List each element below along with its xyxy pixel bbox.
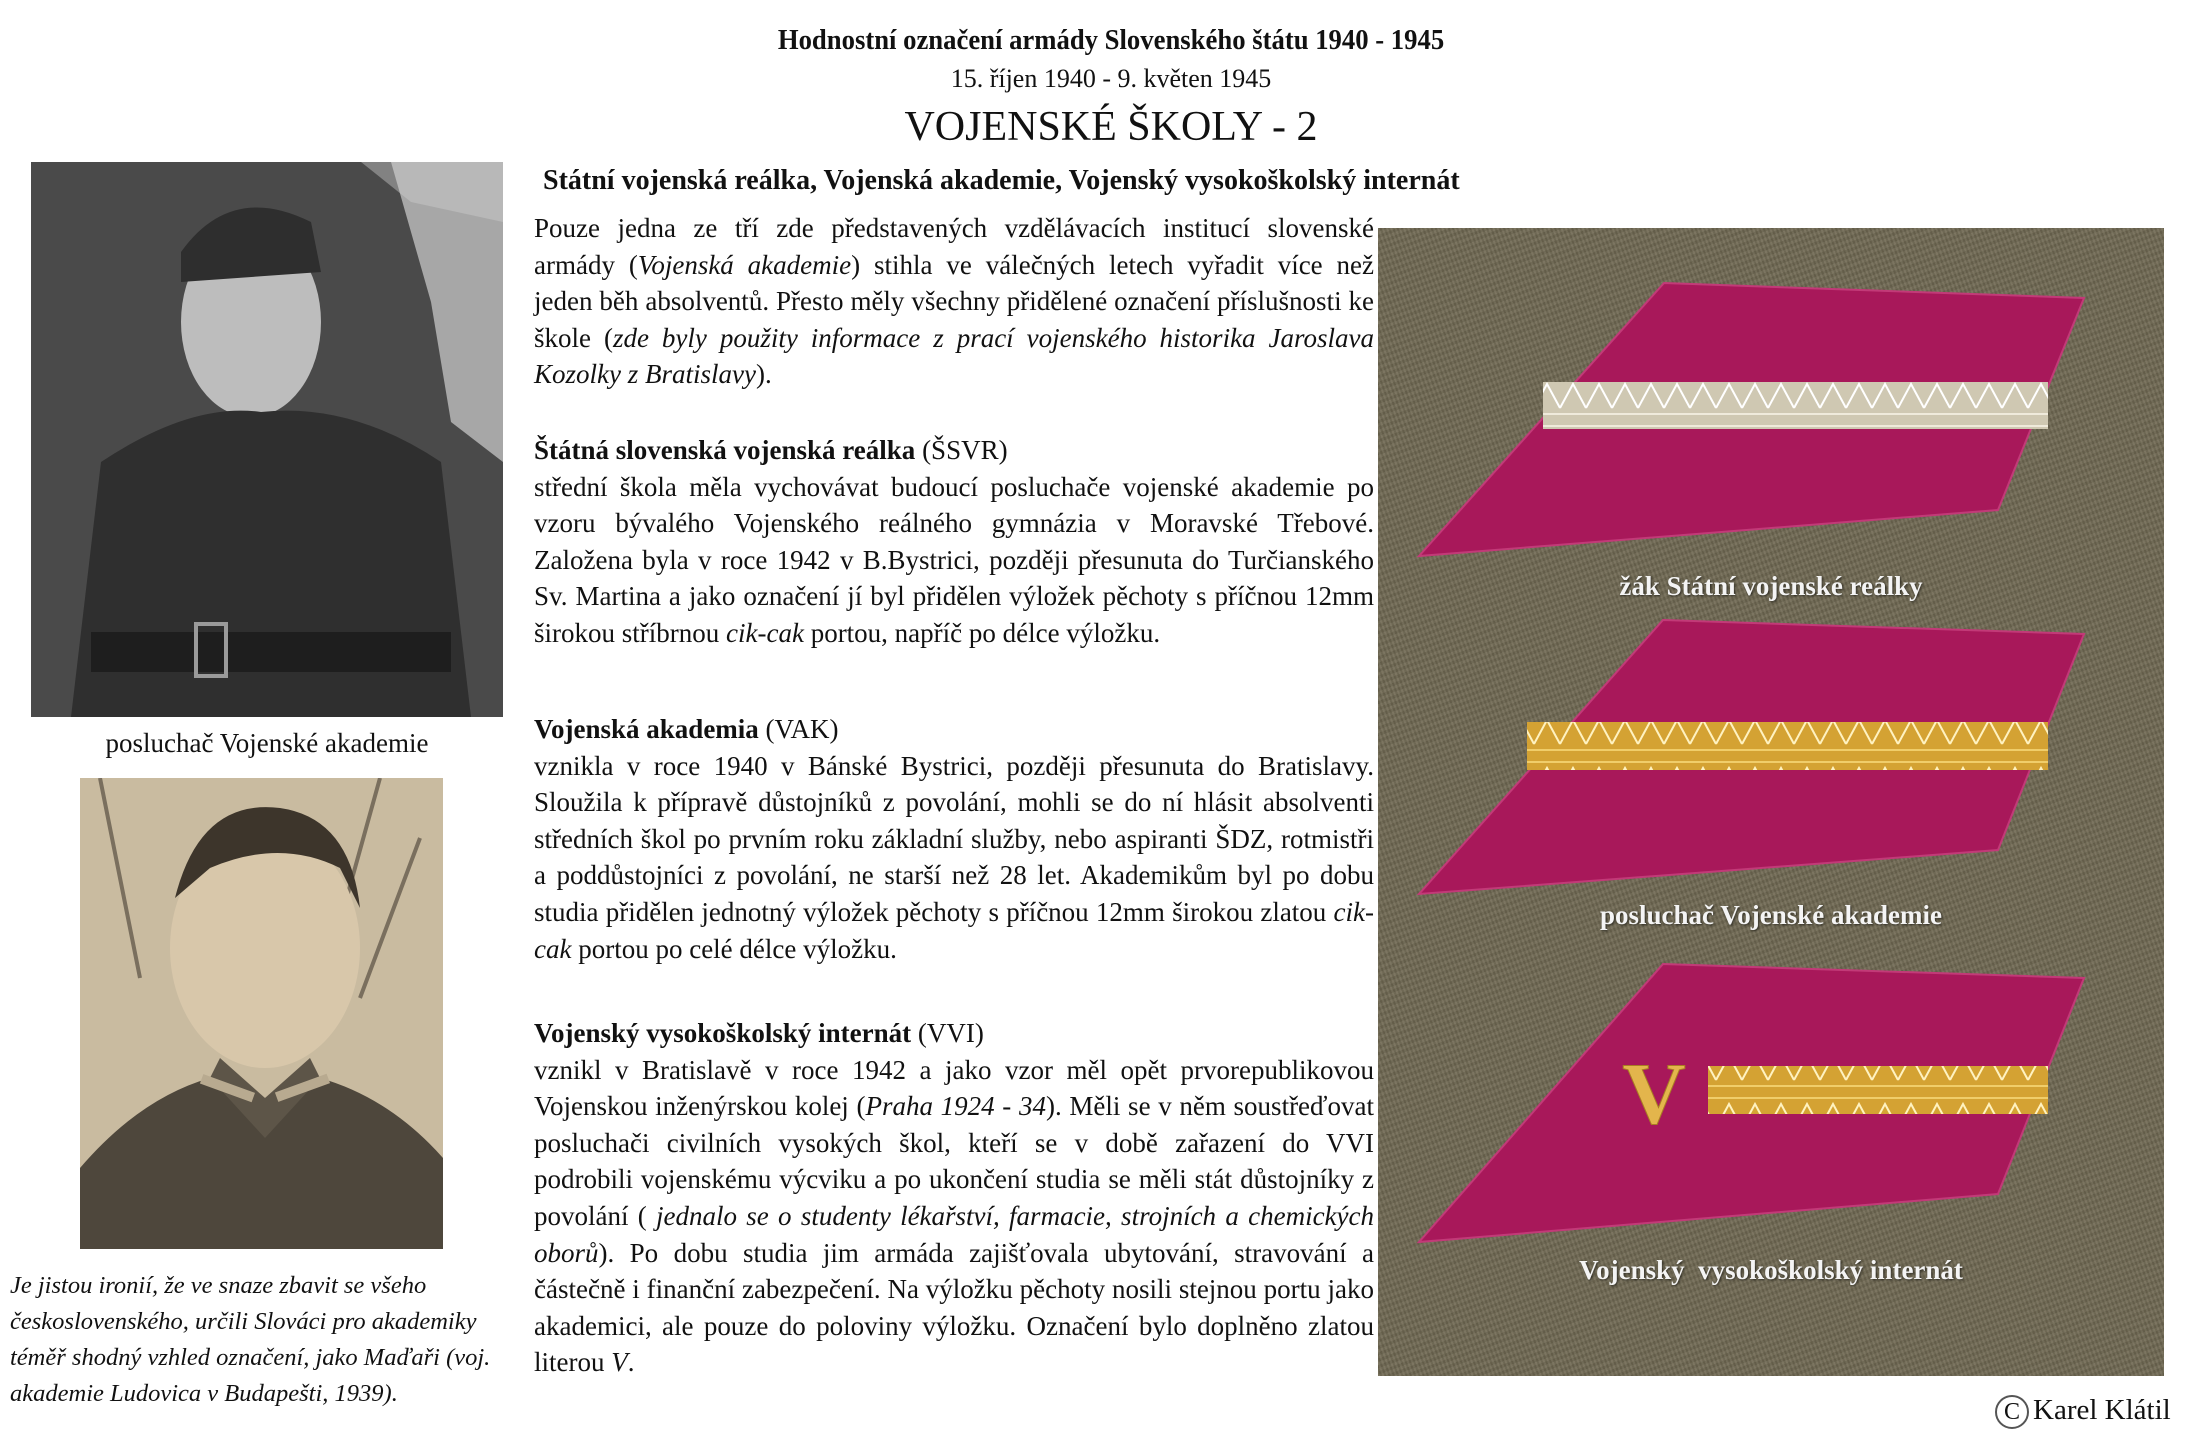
section-italic: cik-cak <box>534 896 1374 964</box>
section-vak <box>534 711 1374 967</box>
section-italic: V <box>611 1347 628 1378</box>
date-range: 15. říjen 1940 - 9. květen 1945 <box>950 64 1272 93</box>
section-text: . <box>627 1347 635 1378</box>
section-title: Štátná slovenská vojenská reálka <box>534 435 916 465</box>
page-subheading: Státní vojenská reálka, Vojenská akademie, Vojenský vysokoškolský internát <box>543 165 1460 196</box>
photo-academy-student-caption: posluchač Vojenské akademie <box>105 728 429 758</box>
insignia-illustration <box>1378 228 2164 1376</box>
photo-academy-student <box>31 162 503 717</box>
section-abbr: (VVI) <box>911 1018 984 1048</box>
section-text: ). Měli se v něm soustřeďovat posluchači civilních vysokých škol, kteří se v době zařazení do VVI podrobili vojenskému výcviku a po ukončení studia se měli stát důstojníky z povolání ( <box>534 1091 1374 1231</box>
section-italic: cik-cak <box>726 617 804 648</box>
intro-text: Pouze jedna ze tří zde představených vzdělávacích institucí slovenské armády ( <box>534 213 1374 280</box>
section-abbr: (ŠSVR) <box>915 435 1008 465</box>
section-text: portou po celé délce výložku. <box>571 933 897 964</box>
copyright-icon: C <box>1995 1395 2029 1429</box>
tab-label-vak: posluchač Vojenské akademie <box>1599 900 1943 930</box>
section-italic: jednalo se o studenty lékařství, farmacie, strojních a chemických oborů <box>534 1200 1375 1268</box>
section-italic: Praha 1924 - 34 <box>865 1091 1046 1122</box>
section-text: vznikl v Bratislavě v roce 1942 a jako vzor měl opět prvorepublikovou Vojenskou inženýrskou kolej ( <box>534 1054 1374 1122</box>
intro-text: ) stihla ve válečných letech vyřadit více než jeden běh absolventů. Přesto měly všechny přidělené označení příslušnosti ke škole ( <box>534 249 1375 353</box>
gold-zigzag-braid <box>1527 722 2048 770</box>
collar-tab-ssvr <box>1419 283 2084 556</box>
photo-ludovica-cadet <box>80 778 443 1249</box>
photo-academy-student-illustration <box>31 162 503 717</box>
section-text: střední škola měla vychovávat budoucí posluchače vojenské akademie po vzoru bývalého Vojenského reálného gymnázia v Moravské Třebové. Založena byla v roce 1942 v B.Bystrici, později přesunuta do Turčianského Sv. Martina a jako označení jí byl přidělen výložek pěchoty s příčnou 12mm širokou stříbrnou <box>534 471 1374 648</box>
silver-zigzag-braid <box>1543 382 2048 429</box>
document-title: Hodnostní označení armády Slovenského štátu 1940 - 1945 <box>777 24 1445 56</box>
section-vvi <box>534 1015 1374 1381</box>
intro-paragraph <box>534 210 1374 393</box>
insignia-panel <box>1378 228 2164 1376</box>
gold-zigzag-braid-half <box>1708 1066 2048 1114</box>
collar-tab-vak <box>1419 620 2084 894</box>
intro-text: ). <box>755 359 772 390</box>
page-heading: VOJENSKÉ ŠKOLY - 2 <box>904 104 1318 150</box>
tab-label-ssvr: žák Státní vojenské reálky <box>1619 571 1923 601</box>
section-title: Vojenský vysokoškolský internát <box>534 1018 912 1048</box>
tab-label-vvi: Vojenský vysokoškolský internát <box>1579 1255 1963 1285</box>
section-text: vznikla v roce 1940 v Bánské Bystrici, později přesunuta do Bratislavy. Sloužila k přípravě důstojníků z povolání, mohli se do ní hlásit absolventi středních škol po prvním roku základní služby, nebo aspiranti ŠDZ, rotmistři a poddůstojníci z povolání, ne starší než 28 let. Akademikům byl po dobu studia přidělen jednotný výložek pěchoty s příčnou 12mm širokou zlatou <box>534 750 1374 927</box>
section-ssvr <box>534 432 1374 652</box>
intro-italic: zde byly použity informace z prací vojenského historika Jaroslava Kozolky z Bratislavy <box>534 322 1374 390</box>
section-text: portou, napříč po délce výložku. <box>803 617 1161 648</box>
section-abbr: (VAK) <box>758 714 839 744</box>
section-title: Vojenská akademia <box>534 714 759 744</box>
photo-ludovica-cadet-illustration <box>80 778 443 1249</box>
intro-italic: Vojenská akademie <box>637 249 852 280</box>
photo-ludovica-cadet-caption: Je jistou ironií, že ve snaze zbavit se všeho československého, určili Slováci pro akademiky téměř shodný vzhled označení, jako Maďaři (voj. akademie Ludovica v Budapešti, 1939). <box>10 1272 491 1407</box>
author-name: Karel Klátil <box>2033 1394 2171 1426</box>
collar-tab-vvi <box>1419 964 2084 1242</box>
section-text: ). Po dobu studia jim armáda zajišťovala ubytování, stravování a částečně i finanční zabezpečení. Na výložku pěchoty nosili stejnou portu jako akademici, ale pouze do poloviny výložku. Označení bylo doplněno zlatou literou <box>534 1237 1374 1378</box>
copyright <box>1995 1394 2171 1429</box>
gold-letter-v: V <box>1622 1046 1686 1143</box>
